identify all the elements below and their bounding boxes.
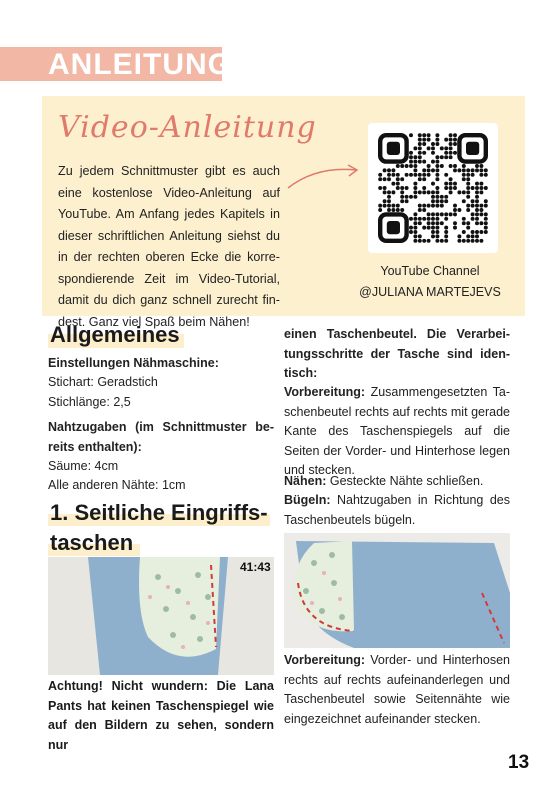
arrow-icon <box>286 162 362 192</box>
video-timestamp: 41:43 <box>240 560 271 574</box>
pocket-photo-1 <box>48 557 274 675</box>
video-text: Zu jedem Schnittmuster gibt es auch eine kostenlose Video-Anleitung auf YouTube. Am Anfang jedes Kapitels in dieser schriftlichen Anleitung siehst du in der rechten oberen Ecke die korre-spondierende Zeit im Video-Tutorial, damit du dich ganz schnell zurecht fin-dest. Ganz viel Spaß beim Nähen! <box>58 164 280 329</box>
sewing-step <box>284 472 510 492</box>
ironing-text: Nahtzugaben in Richtung des Taschenbeutels bügeln. <box>284 493 510 527</box>
pocket-photo-2 <box>284 533 510 648</box>
preparation-label: Vorbereitung: <box>284 653 366 667</box>
hem-allowance: Säume: 4cm <box>48 459 119 473</box>
continuation-text: einen Taschenbeutel. Die Verarbei-tungsschritte der Tasche sind iden-tisch: <box>284 327 510 380</box>
qr-code-icon[interactable] <box>368 123 498 253</box>
seam-allowance-label: Nahtzugaben (im Schnittmuster be-reits enthalten): <box>48 420 274 454</box>
warning-text: Achtung! Nicht wundern: Die Lana Pants hat keinen Taschenspiegel wie auf den Bildern zu sehen, sondern nur <box>48 679 274 752</box>
ironing-step <box>284 491 510 530</box>
preparation-text: Vorder- und Hinterhosen rechts auf rechts aufeinanderlegen und Taschenbeutel sowie Seitennähte wie eingezeichnet aufeinander stecken. <box>284 653 510 726</box>
youtube-channel-handle[interactable]: @JULIANA MARTEJEVS <box>359 285 501 299</box>
preparation-text: Zusammengesetzten Ta-schenbeutel rechts auf rechts mit gerade Kante des Taschenspiegels auf die Seiten der Vorder- und Hinterhose legen und stecken. <box>284 385 510 477</box>
page-number: 13 <box>508 752 530 773</box>
ironing-label: Bügeln: <box>284 493 331 507</box>
stitch-length: Stichlänge: 2,5 <box>48 395 131 409</box>
preparation-label: Vorbereitung: <box>284 385 366 399</box>
preparation-step-2 <box>284 651 510 729</box>
other-seams-allowance: Alle anderen Nähte: 1cm <box>48 478 186 492</box>
page-title: ANLEITUNG <box>48 48 232 81</box>
sewing-label: Nähen: <box>284 474 327 488</box>
stitch-type: Stichart: Geradstich <box>48 375 158 389</box>
machine-settings-label: Einstellungen Nähmaschine: <box>48 356 219 370</box>
youtube-channel-label: YouTube Channel <box>380 264 480 278</box>
heading-allgemeines: Allgemeines <box>50 322 180 347</box>
video-title: Video-Anleitung <box>58 110 317 145</box>
section-heading: 1. Seitliche Eingriffs-taschen <box>50 500 268 555</box>
preparation-step-1 <box>284 383 510 481</box>
sewing-text: Gesteckte Nähte schließen. <box>329 474 484 488</box>
